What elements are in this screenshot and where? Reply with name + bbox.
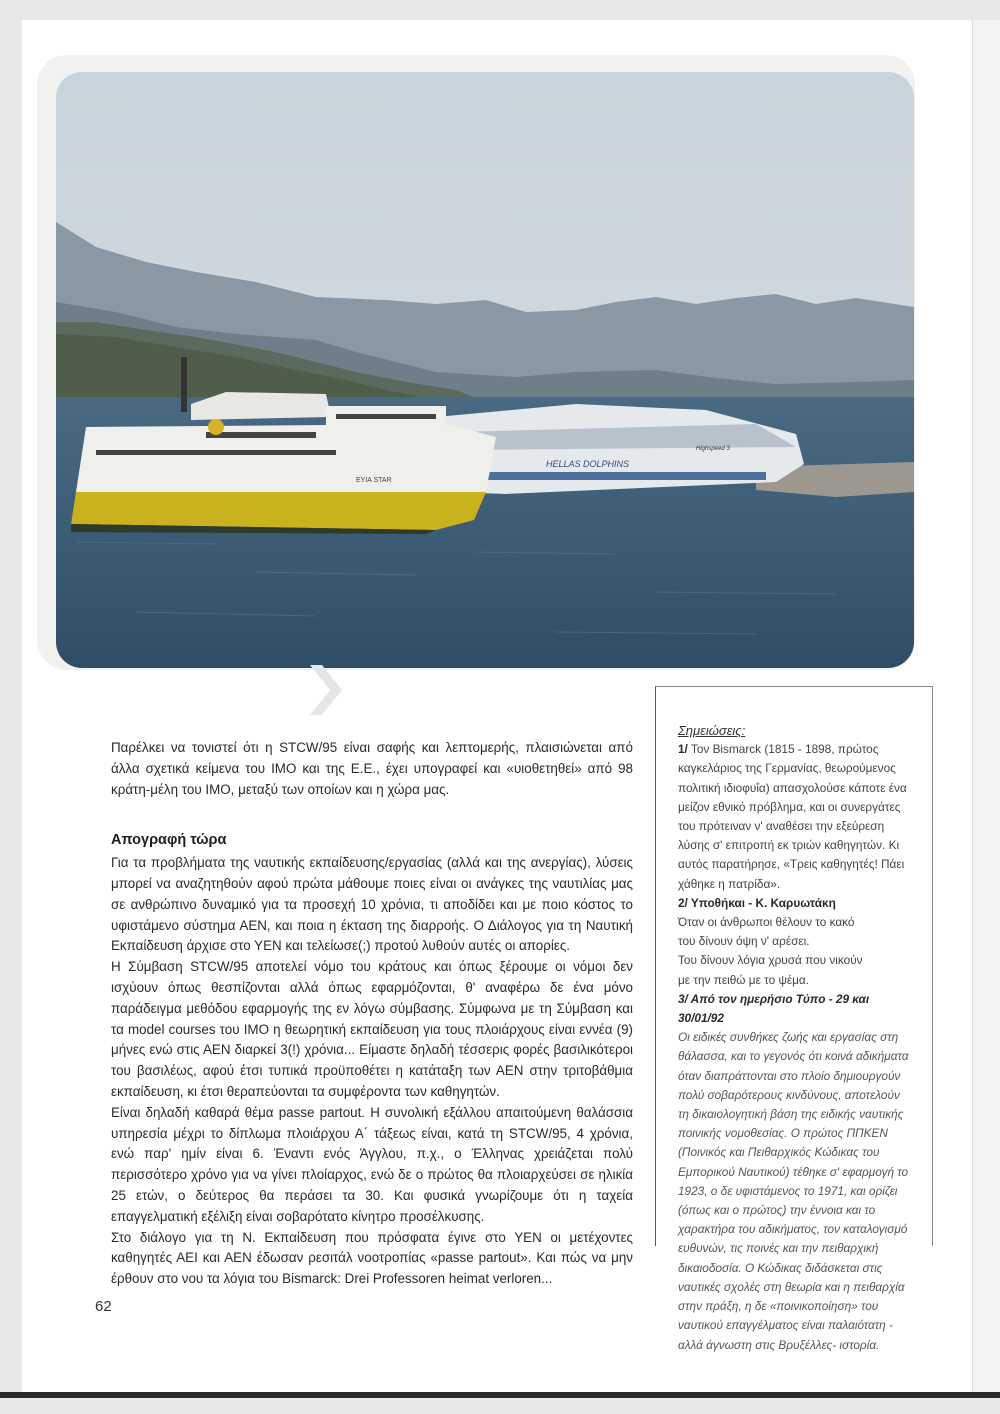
intro-paragraph: Παρέλκει να τονιστεί ότι η STCW/95 είναι σαφής και λεπτομερής, πλαισιώνεται από άλλα σχετικά κείμενα του IMO και της Ε.Ε., έχει υπογραφεί και «υιοθετηθεί» από 98 κράτη-μέλη του ΙΜΟ, μεταξύ των οποίων και η χώρα μας. <box>111 740 633 797</box>
notes-title: Σημειώσεις: <box>678 723 746 738</box>
note-3-heading: 3/ Από τον ημερήσιο Τύπο - 29 και 30/01/92 <box>678 991 870 1026</box>
notes-content <box>678 721 914 1355</box>
poem-line: Όταν οι άνθρωποι θέλουν το κακό <box>678 915 855 930</box>
section-heading: Απογραφή τώρα <box>111 832 227 849</box>
harbor-photo <box>56 72 914 668</box>
poem-line: με την πειθώ με το ψέμα. <box>678 972 810 987</box>
note-1-label: 1/ <box>678 742 688 757</box>
ferry-name-text: ΕΥΙΑ STAR <box>356 477 392 484</box>
paragraph: Για τα προβλήματα της ναυτικής εκπαίδευσης/εργασίας (αλλά και της ανεργίας), λύσεις μπορεί να αναζητηθούν αφού πρώτα μάθουμε ποιες είναι οι ανάγκες της ναυτιλίας μας σε ανθρώπινο δυναμικό για τα προσεχή 10 χρόνια, τι αποδίδει και με ποιο κόστος το υφιστάμενο σύστημα ΑΕΝ, και ποια η έκταση της διαρροής. Ο Διάλογος για τη Ναυτική Εκπαίδευση άρχισε στο ΥΕΝ και τελείωσε(;) προτού λυθούν αυτές οι απορίες. <box>111 855 633 954</box>
poem-line: Του δίνουν λόγια χρυσά που νικούν <box>678 953 863 968</box>
note-2-heading: 2/ Υποθήκαι - Κ. Καρυωτάκη <box>678 895 836 910</box>
poem-line: του δίνουν όψη ν' αρέσει. <box>678 934 810 949</box>
note-1-text: Τον Bismarck (1815 - 1898, πρώτος καγκελάριος της Γερμανίας, θεωρούμενος πολιτική ιδιοφυΐα) απασχολούσε κάποτε ένα μείζον εθνικό πρόβλημα, και οι συνεργάτες του πρότειναν ν' αναθέσει την εξεύρεση λύσης σ' επιτροπή εκ τριών καθηγητών. Κι αυτός παρατήρησε, «Τρεις καθηγητές! Πάει χάθηκε η πατρίδα». <box>678 742 907 891</box>
note-1 <box>678 740 914 894</box>
paragraph: Στο διάλογο για τη Ν. Εκπαίδευση που πρόσφατα έγινε στο ΥΕΝ οι μετέχοντες καθηγητές ΑΕΙ και ΑΕΝ έδωσαν ρεσιτάλ νοοτροπίας «passe partout». Και πώς να μην έρθουν στο νου τα λόγια του Bismarck: Drei Professoren heimat verloren... <box>111 1229 633 1287</box>
paragraph: Είναι δηλαδή καθαρά θέμα passe partout. Η συνολική εξάλλου απαιτούμενη θαλάσσια υπηρεσία μέχρι το δίπλωμα πλοιάρχου Α΄ τάξεως είναι, κατά τη STCW/95, 4 χρόνια, ενώ παρ' ημίν είναι 6. Έναντι ενός Άγγλου, π.χ., ο Έλληνας χρειάζεται πολύ περισσότερο χρόνο για να γίνει πλοίαρχος, ενώ δε ο πρώτος θα πλοιαρχεύσει σε ηλικία 25 ετών, ο δεύτερος θα περάσει τα 30. Και φυσικά γνωρίζουμε ότι η ταχεία επαγγελματική εξέλιξη είναι σοβαρότατο κίνητρο προσέλκυσης. <box>111 1104 633 1224</box>
decorative-chevron <box>300 660 360 720</box>
note-3-text: Οι ειδικές συνθήκες ζωής και εργασίας στη θάλασσα, και το γεγονός ότι κοινά αδικήματα όταν διαπράττονται στο πλοίο δημιουργούν πολύ σοβαρότερους κινδύνους, αποτελούν τη δικαιολογητική βάση της ειδικής ναυτικής ποινικής νομοθεσίας. Ο πρώτος ΠΠΚΕΝ (Ποινικός και Πειθαρχικός Κώδικας του Εμπορικού Ναυτικού) τέθηκε σ' εφαρμογή το 1923, ο δε υφιστάμενος το 1971, και ορίζει (όπως και ο πρώτος) την έννοια και το χαρακτήρα του αδικήματος, τον καταλογισμό ευθυνών, τις ποινές και την πειθαρχική δικαιοδοσία. Ο Κώδικας διδάσκεται στις ναυτικές σχολές στη θεωρία και η πειθαρχία στην πράξη, η δε «ποινικοποίηση» του ναυτικού επαγγέλματος είναι παλαιότατη - αλλά άγνωστη στις Βρυξέλλες- ιστορία. <box>678 1030 909 1352</box>
catamaran-name-text: Highspeed 3 <box>696 446 730 452</box>
article-body <box>111 738 633 1290</box>
scan-bottom-bar <box>0 1392 1000 1398</box>
page-number: 62 <box>95 1298 112 1315</box>
notes-sidebar <box>655 686 933 1352</box>
catamaran-brand-text: HELLAS DOLPHINS <box>546 459 630 469</box>
paragraph: Η Σύμβαση STCW/95 αποτελεί νόμο του κράτους και όπως ξέρουμε οι νόμοι δεν ισχύουν όπως θεσπίζονται αλλά όπως εφαρμόζονται, θ' αναφέρω δε ένα μόνο παράδειγμα μεθόδου εφαρμογής της εν λόγω σύμβασης. Σύμφωνα με τη Σύμβαση και τα model courses του IMO η θεωρητική εκπαίδευση για τους πλοιάρχους είναι εννέα (9) μήνες ενώ στις ΑΕΝ διαρκεί 3(!) χρόνια... Είμαστε δηλαδή τέσσερις φορές βασιλικότεροι του βασιλέως, αφού έτσι τυπικά προϋποθέτει η κατάταξη των ΑΕΝ στην τριτοβάθμια εκπαίδευση, κι έτσι θεραπεύονται τα συμφέροντα των καθηγητών. <box>111 959 633 1099</box>
next-page-edge <box>972 20 1000 1392</box>
